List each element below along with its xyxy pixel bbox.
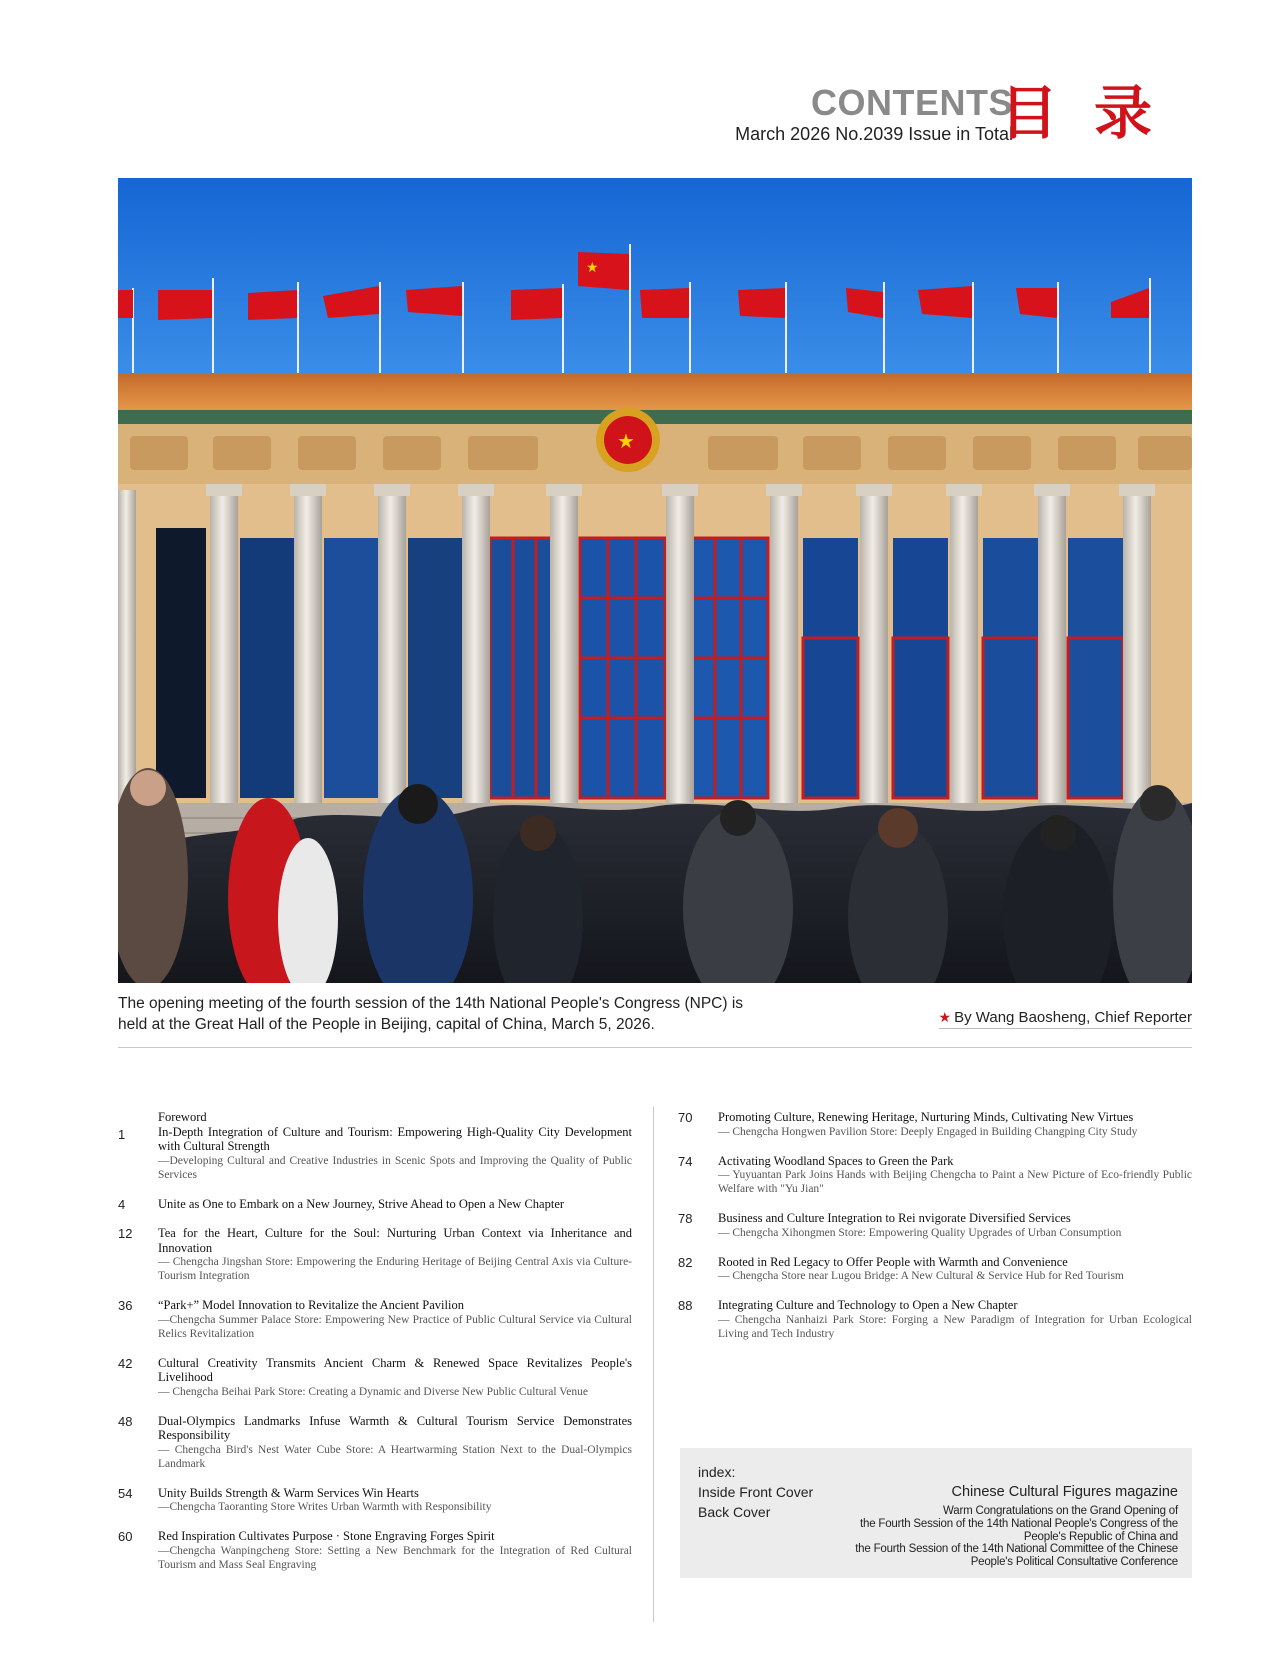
page-number: 74 [678, 1153, 693, 1169]
entry-title: Unity Builds Strength & Warm Services Win Hearts [158, 1485, 419, 1500]
page-number: 78 [678, 1211, 693, 1226]
entry-title: Red Inspiration Cultivates Purpose · Stone Engraving Forges Spirit [158, 1529, 495, 1543]
contents-title-cn: 目录 [999, 79, 1188, 147]
credit-text: By Wang Baosheng, Chief Reporter [954, 1009, 1192, 1026]
issue-line: March 2026 No.2039 Issue in Total [735, 124, 1013, 144]
entry-title: Promoting Culture, Renewing Heritage, Nurturing Minds, Cultivating New Virtues [718, 1110, 1134, 1124]
great-hall-illustration [118, 178, 1192, 983]
entry-subtitle: — Chengcha Bird's Nest Water Cube Store: A Heartwarming Station Next to the Dual-Olympics Landmark [158, 1443, 632, 1470]
star-icon: ★ [938, 1009, 952, 1025]
header [488, 79, 1188, 152]
toc-entry[interactable] [678, 1110, 1192, 1139]
toc-entry[interactable] [118, 1356, 632, 1399]
inside-front-cover-label: Inside Front Cover [698, 1484, 814, 1500]
toc-entry[interactable] [678, 1154, 1192, 1197]
back-cover-description [818, 1505, 1178, 1569]
description-line: the Fourth Session of the 14th National Committee of the Chinese [855, 1543, 1178, 1556]
page-number: 60 [118, 1529, 133, 1544]
back-cover-label: Back Cover [698, 1504, 771, 1520]
entry-title: Business and Culture Integration to Rei nvigorate Diversified Services [718, 1211, 1071, 1225]
photo-caption: The opening meeting of the fourth session of the 14th National People's Congress (NPC) is held at the Great Hall of the People in Beijing, capital of China, March 5, 2026. [118, 995, 744, 1033]
toc-entry[interactable] [118, 1226, 632, 1283]
entry-title: Dual-Olympics Landmarks Infuse Warmth & Cultural Tourism Service Demonstrates Responsibility [158, 1413, 632, 1442]
entry-subtitle: —Developing Cultural and Creative Industries in Scenic Spots and Improving the Quality of Public Services [158, 1154, 632, 1181]
toc-entry[interactable] [678, 1211, 1192, 1240]
entry-title: Integrating Culture and Technology to Open a New Chapter [718, 1298, 1018, 1312]
toc-entry[interactable] [118, 1414, 632, 1471]
contents-title: CONTENTS [811, 82, 1013, 123]
toc-entry[interactable] [118, 1298, 632, 1341]
entry-subtitle: — Chengcha Beihai Park Store: Creating a Dynamic and Diverse New Public Cultural Venue [158, 1385, 588, 1398]
entry-subtitle: —Chengcha Taoranting Store Writes Urban Warmth with Responsibility [158, 1501, 492, 1513]
photo-credit [939, 1009, 1192, 1029]
toc-entry[interactable] [118, 1125, 632, 1182]
svg-text:★: ★ [617, 429, 635, 453]
page-number: 88 [678, 1298, 693, 1313]
toc-left-column [118, 1110, 632, 1587]
page-number: 70 [678, 1110, 693, 1125]
entry-title: “Park+” Model Innovation to Revitalize the Ancient Pavilion [158, 1298, 464, 1312]
divider [118, 1047, 1192, 1048]
toc-entry[interactable] [678, 1255, 1192, 1284]
entry-title: Cultural Creativity Transmits Ancient Charm & Renewed Space Revitalizes People's Livelihood [158, 1355, 632, 1384]
entry-subtitle: —Chengcha Wanpingcheng Store: Setting a New Benchmark for the Integration of Red Cultural Tourism and Mass Seal Engraving [158, 1544, 632, 1571]
entry-subtitle: — Chengcha Hongwen Pavilion Store: Deeply Engaged in Building Changping City Study [718, 1125, 1138, 1138]
entry-subtitle: — Chengcha Jingshan Store: Empowering the Enduring Heritage of Beijing Central Axis via Culture-Tourism Integration [158, 1256, 632, 1282]
description-line: People's Political Consultative Conference [970, 1556, 1178, 1569]
page-number: 36 [118, 1298, 133, 1313]
description-line: Warm Congratulations on the Grand Opening of [943, 1505, 1178, 1517]
entry-subtitle: — Chengcha Xihongmen Store: Empowering Quality Upgrades of Urban Consumption [718, 1226, 1122, 1239]
description-line: People's Republic of China and [1023, 1530, 1178, 1543]
entry-title: Tea for the Heart, Culture for the Soul: Nurturing Urban Context via Inheritance and Innovation [158, 1226, 632, 1255]
toc-entry[interactable] [118, 1486, 632, 1515]
svg-text:★: ★ [586, 260, 599, 276]
entry-title: In-Depth Integration of Culture and Tourism: Empowering High-Quality City Development with Cultural Strength [158, 1124, 632, 1153]
foreword-label: Foreword [158, 1110, 207, 1124]
page-number: 4 [118, 1196, 126, 1212]
page-number: 42 [118, 1355, 133, 1371]
page-number: 82 [678, 1254, 693, 1270]
entry-subtitle: — Chengcha Store near Lugou Bridge: A New Cultural & Service Hub for Red Tourism [718, 1270, 1124, 1282]
description-line: the Fourth Session of the 14th National People's Congress of the [860, 1517, 1178, 1530]
entry-title: Rooted in Red Legacy to Offer People with Warmth and Convenience [718, 1254, 1068, 1269]
index-label: index: [698, 1464, 736, 1480]
toc-entry[interactable] [118, 1529, 632, 1572]
toc-entry[interactable] [678, 1298, 1192, 1341]
column-divider [653, 1107, 654, 1622]
magazine-name: Chinese Cultural Figures magazine [951, 1484, 1178, 1500]
entry-subtitle: — Chengcha Nanhaizi Park Store: Forging a New Paradigm of Integration for Urban Ecological Living and Tech Industry [718, 1313, 1192, 1340]
index-box [680, 1448, 1192, 1578]
toc-entry[interactable] [118, 1197, 632, 1212]
entry-subtitle: —Chengcha Summer Palace Store: Empowering New Practice of Public Cultural Service via Cultural Relics Revitalization [158, 1313, 632, 1340]
hero-photo [118, 178, 1192, 983]
page-number: 1 [118, 1126, 126, 1142]
page-number: 48 [118, 1413, 133, 1429]
national-emblem [596, 408, 660, 472]
entry-subtitle: — Yuyuantan Park Joins Hands with Beijing Chengcha to Paint a New Picture of Eco-friendly Public Welfare with "Yu Jian" [718, 1169, 1192, 1195]
entry-title: Unite as One to Embark on a New Journey, Strive Ahead to Open a New Chapter [158, 1196, 565, 1211]
toc-right-column [678, 1110, 1192, 1356]
entry-title: Activating Woodland Spaces to Green the Park [718, 1153, 954, 1168]
page-number: 12 [118, 1226, 133, 1241]
page-number: 54 [118, 1485, 133, 1501]
